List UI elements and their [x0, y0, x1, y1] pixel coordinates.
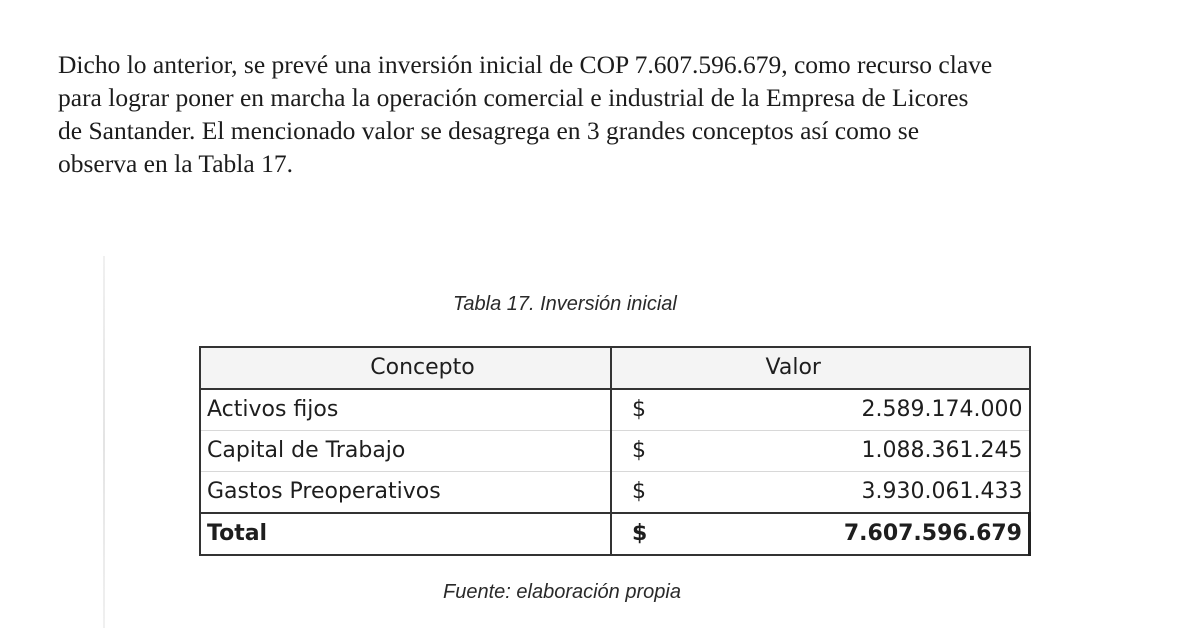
table-source: Fuente: elaboración propia: [443, 581, 681, 603]
paragraph-line: para lograr poner en marcha la operación comercial e industrial de la Empresa de Licores: [58, 83, 969, 112]
paragraph-line: observa en la Tabla 17.: [58, 149, 293, 178]
header-concept: Concepto: [200, 347, 611, 389]
scan-border: [103, 256, 105, 628]
paragraph-line: Dicho lo anterior, se prevé una inversión inicial de COP 7.607.596.679, como recurso clave: [58, 50, 993, 79]
table-row: [200, 389, 1030, 431]
total-currency: $: [611, 513, 664, 555]
investment-table: [199, 346, 1031, 556]
total-label: Total: [200, 513, 611, 555]
table-total-row: [200, 513, 1030, 555]
table-caption: Tabla 17. Inversión inicial: [453, 293, 677, 315]
header-value: Valor: [611, 347, 1030, 389]
table-row: [200, 431, 1030, 472]
body-paragraph: [58, 48, 1158, 180]
paragraph-line: de Santander. El mencionado valor se desagrega en 3 grandes conceptos así como se: [58, 116, 920, 145]
value-cell: 3.930.061.433: [664, 472, 1030, 514]
concept-cell: Activos fijos: [200, 389, 611, 431]
currency-cell: $: [611, 431, 664, 472]
table-row: [200, 472, 1030, 514]
currency-cell: $: [611, 389, 664, 431]
table-header-row: [200, 347, 1030, 389]
value-cell: 2.589.174.000: [664, 389, 1030, 431]
concept-cell: Capital de Trabajo: [200, 431, 611, 472]
value-cell: 1.088.361.245: [664, 431, 1030, 472]
concept-cell: Gastos Preoperativos: [200, 472, 611, 514]
currency-cell: $: [611, 472, 664, 514]
total-value: 7.607.596.679: [664, 513, 1030, 555]
